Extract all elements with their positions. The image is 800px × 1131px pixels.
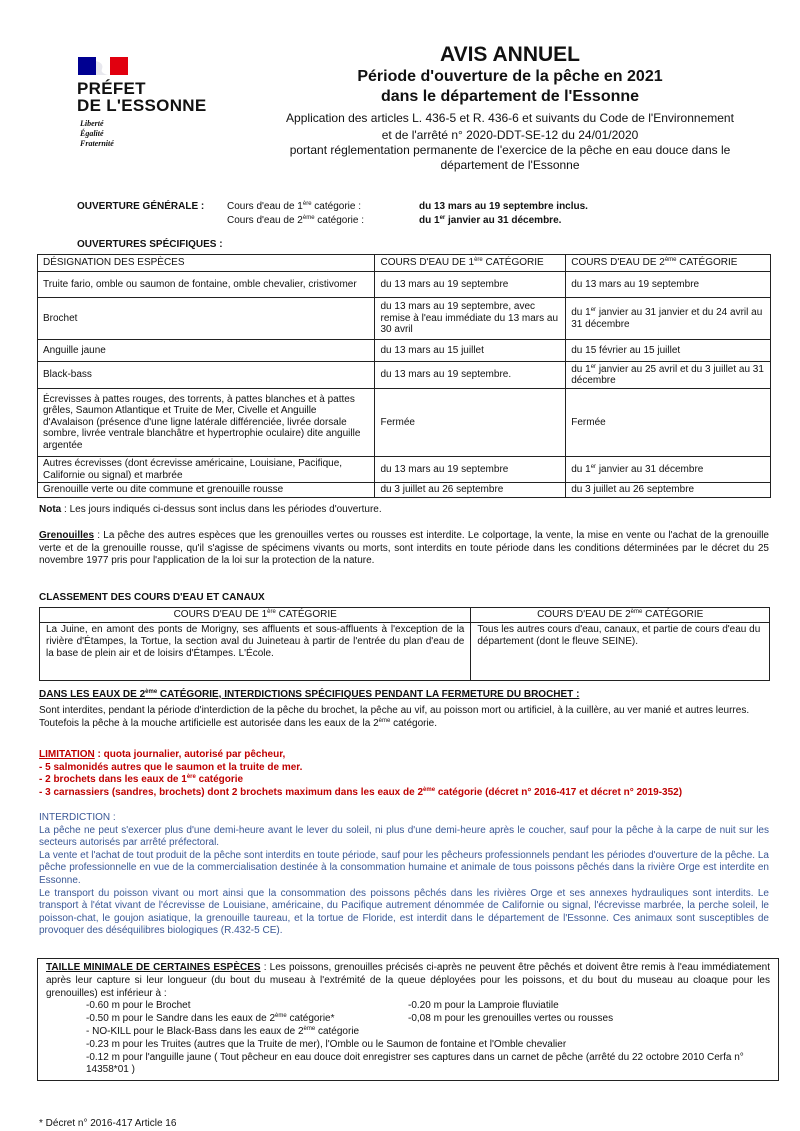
motto-egalite: Égalité	[80, 129, 104, 138]
table-cell: du 3 juillet au 26 septembre	[566, 483, 771, 498]
table-cell: Brochet	[38, 298, 375, 340]
brochet-title: DANS LES EAUX DE 2ème CATÉGORIE, INTERDICTIONS SPÉCIFIQUES PENDANT LA FERMETURE DU BROCHET :	[39, 689, 580, 700]
table-cell: du 3 juillet au 26 septembre	[375, 483, 566, 498]
table-header-row	[38, 255, 771, 272]
table-cell: du 13 mars au 15 juillet	[375, 340, 566, 362]
grenouilles-paragraph	[39, 530, 769, 568]
interdiction-p2: La vente et l'achat de tout produit de la pêche sont interdits en toute période, sauf pour les pêcheurs professionnels pendant les périodes d'ouverture de la pêche. La pêche professionnelle en vue de la commercialisation destinée à la consommation humaine et animale de tous poissons pêchés dans la rivière Orge est interdite en Essonne.	[39, 849, 769, 886]
table-cell: du 13 mars au 19 septembre.	[375, 362, 566, 389]
taille-item: - NO-KILL pour le Black-Bass dans les eaux de 2ème catégorie	[86, 1025, 360, 1037]
motto-liberte: Liberté	[80, 119, 104, 128]
prefet-logo-text	[77, 80, 207, 114]
nota-text: : Les jours indiqués ci-dessus sont inclus dans les périodes d'ouverture.	[61, 504, 382, 515]
prefet-line1: PRÉFET	[77, 79, 146, 98]
table-header-cell: COURS D'EAU DE 1ère CATÉGORIE	[375, 255, 566, 272]
interdiction-p3: Le transport du poisson vivant ou mort ainsi que la consommation des poissons pêchés dans les rivières Orge et ses annexes hydrauliques sont interdits. Le transport à l'état vivant de l'écrevisse de Louisiane, américaine, du Pacifique autrement dénommée de Californie ou signal, l'écrevisse marbrée, la perche soleil, le poisson-chat, le goujon asiatique, la grenouille taureau, et la tortue de Floride, est interdit dans le département de l'Essonne. Ces animaux sont susceptibles de provoquer des déséquilibres biologiques (R.432-5 CE).	[39, 887, 769, 937]
header-ref-4: département de l'Essonne	[440, 158, 580, 172]
table-cell: du 1er janvier au 31 décembre	[566, 457, 771, 483]
table-header-cell: DÉSIGNATION DES ESPÈCES	[38, 255, 375, 272]
limitation-label: LIMITATION	[39, 749, 95, 760]
grenouilles-text: : La pêche des autres espèces que les grenouilles vertes ou rousses est interdite. Le colportage, la vente, la mise en vente ou l'achat de la grenouille verte et de la grenouille rousse, qu'il s'agisse de spécimens vivants ou morts, sont interdits en toute période dans les conditions déterminées par le décret du 25 novembre 1977 pris pour l'application de la loi sur la protection de la nature.	[39, 530, 769, 567]
classement-table	[39, 607, 770, 681]
taille-intro: : Les poissons, grenouilles précisés ci-après ne peuvent être pêchés et doivent être remis à l'eau immédiatement après leur capture si leur longueur (du bout du museau à l'extrémité de la queue déployées pour les poissons, et du bout du museau au cloaque pour les grenouilles) est inférieur à :	[46, 962, 770, 999]
taille-item: -0.50 m pour le Sandre dans les eaux de 2ème catégorie*	[86, 1013, 335, 1025]
republique-flag-icon	[78, 57, 128, 75]
table-cell: du 1er janvier au 25 avril et du 3 juillet au 31 décembre	[566, 362, 771, 389]
table-cell: Anguille jaune	[38, 340, 375, 362]
table-cell: Fermée	[375, 389, 566, 457]
table-row	[38, 298, 771, 340]
nota-label: Nota	[39, 504, 62, 515]
table-cell: du 15 février au 15 juillet	[566, 340, 771, 362]
limitation-item: - 2 brochets dans les eaux de 1ère catégorie	[39, 774, 244, 786]
classement-title: CLASSEMENT DES COURS D'EAU ET CANAUX	[39, 592, 265, 603]
table-cell: Fermée	[566, 389, 771, 457]
taille-item: -0.12 m pour l'anguille jaune ( Tout pêcheur en eau douce doit enregistrer ses captures dans un carnet de pêche (arrêté du 22 octobre 2010 Cerfa n° 14358*01 )	[86, 1051, 744, 1076]
og-cat2-value: du 1er janvier au 31 décembre.	[419, 215, 562, 226]
nota	[39, 504, 382, 517]
og-cat2-label: Cours d'eau de 2ème catégorie :	[227, 215, 365, 226]
table-row	[40, 623, 770, 681]
table-cell: La Juine, en amont des ponts de Morigny, ses affluents et sous-affluents à l'exception de la rivière d'Étampes, la Tortue, la section aval du Juineteau à partir de l'entrée du plan d'eau de la base de plein air et de loisirs d'Étampes. L'École.	[40, 623, 471, 681]
table-cell: Black-bass	[38, 362, 375, 389]
limitation-intro: : quota journalier, autorisé par pêcheur,	[94, 749, 286, 760]
prefet-line2: DE L'ESSONNE	[77, 96, 207, 115]
taille-item: -0.60 m pour le Brochet	[86, 1000, 191, 1012]
page-title: AVIS ANNUEL	[439, 43, 580, 66]
header-ref-3: portant réglementation permanente de l'exercice de la pêche en eau douce dans le	[289, 143, 731, 157]
table-cell: du 13 mars au 19 septembre	[566, 272, 771, 298]
header-ref-2: et de l'arrêté n° 2020-DDT-SE-12 du 24/01/2020	[381, 128, 639, 142]
table-row	[38, 362, 771, 389]
table-cell: Grenouille verte ou dite commune et grenouille rousse	[38, 483, 375, 498]
species-table	[37, 254, 771, 498]
page-subtitle-1: Période d'ouverture de la pêche en 2021	[357, 68, 663, 85]
table-row	[38, 389, 771, 457]
motto	[80, 119, 114, 149]
table-cell: Tous les autres cours d'eau, canaux, et partie de cours d'eau du département (dont le fleuve SEINE).	[471, 623, 770, 681]
table-header-cell: COURS D'EAU DE 2ème CATÉGORIE	[566, 255, 771, 272]
og-cat1-label: Cours d'eau de 1ère catégorie :	[227, 201, 362, 212]
table-header-row	[40, 608, 770, 623]
table-header-cell: COURS D'EAU DE 1ère CATÉGORIE	[40, 608, 471, 623]
og-cat1-value: du 13 mars au 19 septembre inclus.	[419, 201, 588, 212]
table-cell: Truite fario, omble ou saumon de fontaine, omble chevalier, cristivomer	[38, 272, 375, 298]
motto-fraternite: Fraternité	[80, 139, 114, 148]
document-header	[240, 43, 780, 173]
table-row	[38, 340, 771, 362]
table-header-cell: COURS D'EAU DE 2ème CATÉGORIE	[471, 608, 770, 623]
limitation-item: - 5 salmonidés autres que le saumon et la truite de mer.	[39, 761, 303, 773]
taille-item: -0,08 m pour les grenouilles vertes ou rousses	[408, 1013, 614, 1025]
taille-item: -0.20 m pour la Lamproie fluviatile	[408, 1000, 559, 1012]
table-cell: du 13 mars au 19 septembre, avec remise à l'eau immédiate du 13 mars au 30 avril	[375, 298, 566, 340]
page-subtitle-2: dans le département de l'Essonne	[380, 88, 640, 105]
ouverture-generale	[77, 200, 588, 228]
interdiction-block	[39, 812, 769, 938]
table-row	[38, 272, 771, 298]
footnote: * Décret n° 2016-417 Article 16	[39, 1118, 177, 1129]
interdiction-p1: La pêche ne peut s'exercer plus d'une demi-heure avant le lever du soleil, ni plus d'une demi-heure après le coucher, sauf pour la pêche à la carpe de nuit sur les secteurs autorisés par arrêté préfectoral.	[39, 824, 769, 849]
table-cell: du 1er janvier au 31 janvier et du 24 avril au 31 décembre	[566, 298, 771, 340]
header-ref-1: Application des articles L. 436-5 et R. 436-6 et suivants du Code de l'Environnement	[286, 111, 734, 125]
taille-item: -0.23 m pour les Truites (autres que la Truite de mer), l'Omble ou le Saumon de fontaine et l'Omble chevalier	[86, 1038, 567, 1050]
brochet-text: Sont interdites, pendant la période d'interdiction de la pêche du brochet, la pêche au vif, au poisson mort ou artificiel, à la cuillère, au ver manié et autres leurres. Toutefois la pêche à la mouche artificielle est autorisée dans les eaux de la 2ème catégorie.	[39, 705, 750, 729]
table-cell: Autres écrevisses (dont écrevisse américaine, Louisiane, Pacifique, Californie ou signal) et marbrée	[38, 457, 375, 483]
table-cell: Écrevisses à pattes rouges, des torrents, à pattes blanches et à pattes grêles, Saumon Atlantique et Truite de Mer, Civelle et Anguille d'Avalaison (présence d'une ligne latérale différenciée, livrée dorsale sombre, livrée ventrale blanchâtre et hypertrophie oculaire) dite anguille argentée	[38, 389, 375, 457]
ouvertures-specifiques-label: OUVERTURES SPÉCIFIQUES :	[77, 239, 223, 250]
limitation-item: - 3 carnassiers (sandres, brochets) dont 2 brochets maximum dans les eaux de 2ème catégorie (décret n° 2016-417 et décret n° 2019-352)	[39, 786, 683, 798]
table-row	[38, 483, 771, 498]
taille-label: TAILLE MINIMALE DE CERTAINES ESPÈCES	[46, 962, 261, 973]
limitation-block	[39, 749, 779, 799]
og-label: OUVERTURE GÉNÉRALE :	[77, 201, 205, 212]
grenouilles-label: Grenouilles	[39, 530, 95, 541]
table-row	[38, 457, 771, 483]
taille-minimale-box	[37, 958, 779, 1081]
table-cell: du 13 mars au 19 septembre	[375, 457, 566, 483]
table-cell: du 13 mars au 19 septembre	[375, 272, 566, 298]
interdiction-title: INTERDICTION :	[39, 812, 116, 823]
